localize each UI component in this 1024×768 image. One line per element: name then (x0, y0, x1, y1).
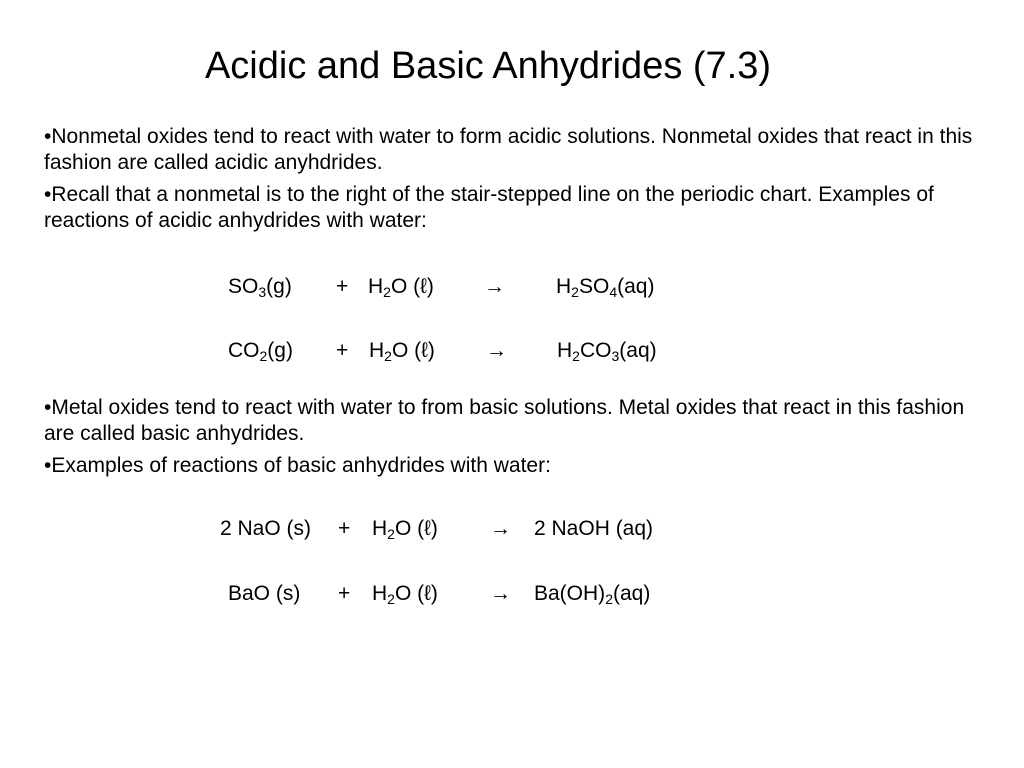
equation-reactant-2 (369, 336, 435, 366)
formula-text: 2 NaO (s) (220, 517, 312, 540)
bullet-recall-nonmetal: •Recall that a nonmetal is to the right of the stair-stepped line on the periodic chart. Examples of reactions of acidic anhydrides with water: (44, 183, 934, 232)
formula-text: H (372, 582, 388, 605)
formula-text: O (ℓ) (391, 339, 435, 362)
formula-text: BaO (s) (228, 582, 301, 605)
formula-text: H (557, 339, 573, 362)
equation-reactant-1 (220, 514, 311, 544)
equation-reactant-1 (228, 336, 293, 366)
formula-text: H (372, 517, 388, 540)
formula-text: Ba(OH) (534, 582, 606, 605)
equation-plus: + (338, 517, 351, 540)
formula-text: (aq) (617, 275, 655, 298)
formula-subscript: 3 (611, 348, 620, 364)
bullet-metal-oxides: •Metal oxides tend to react with water to from basic solutions. Metal oxides that react in this fashion are called basic anhydrides. (44, 396, 965, 445)
formula-subscript: 2 (384, 348, 392, 364)
formula-text: CO (228, 339, 260, 362)
formula-text: (g) (266, 275, 292, 298)
formula-text: H (369, 339, 385, 362)
equation-plus: + (338, 582, 351, 605)
equation-product (534, 579, 650, 609)
equation-arrow: → (490, 517, 511, 540)
formula-subscript: 2 (571, 284, 579, 300)
formula-subscript: 2 (387, 591, 395, 607)
equation-product (556, 272, 654, 302)
formula-text: 2 NaOH (aq) (534, 517, 654, 540)
equation-reactant-2 (372, 579, 438, 609)
bullet-nonmetal-oxides: •Nonmetal oxides tend to react with water to form acidic solutions. Nonmetal oxides that react in this fashion are called acidic anyhdrides. (44, 125, 973, 174)
formula-text: (g) (267, 339, 293, 362)
formula-text: O (ℓ) (394, 582, 438, 605)
formula-subscript: 2 (605, 591, 613, 607)
formula-subscript: 2 (259, 348, 268, 364)
formula-text: H (556, 275, 572, 298)
formula-text: CO (579, 339, 612, 362)
equation-product (557, 336, 657, 366)
formula-text: SO (228, 275, 259, 298)
equation-plus: + (336, 275, 349, 298)
formula-text: H (368, 275, 384, 298)
formula-subscript: 4 (609, 284, 618, 300)
formula-subscript: 2 (383, 284, 391, 300)
equation-reactant-2 (368, 272, 434, 302)
equation-plus: + (336, 339, 349, 362)
equation-reactant-2 (372, 514, 438, 544)
equation-reactant-1 (228, 579, 300, 609)
formula-text: (aq) (619, 339, 657, 362)
formula-subscript: 3 (258, 284, 267, 300)
slide-title: Acidic and Basic Anhydrides (7.3) (204, 45, 772, 87)
equation-reactant-1 (228, 272, 292, 302)
formula-text: (aq) (612, 582, 651, 605)
formula-subscript: 2 (572, 348, 580, 364)
equation-arrow: → (490, 582, 511, 605)
equation-arrow: → (484, 275, 505, 298)
formula-text: SO (578, 275, 610, 298)
formula-text: O (ℓ) (394, 517, 438, 540)
formula-text: O (ℓ) (390, 275, 434, 298)
bullet-basic-examples: •Examples of reactions of basic anhydrides with water: (44, 454, 551, 477)
formula-subscript: 2 (387, 526, 395, 542)
equation-arrow: → (486, 339, 507, 362)
equation-product (534, 514, 653, 544)
